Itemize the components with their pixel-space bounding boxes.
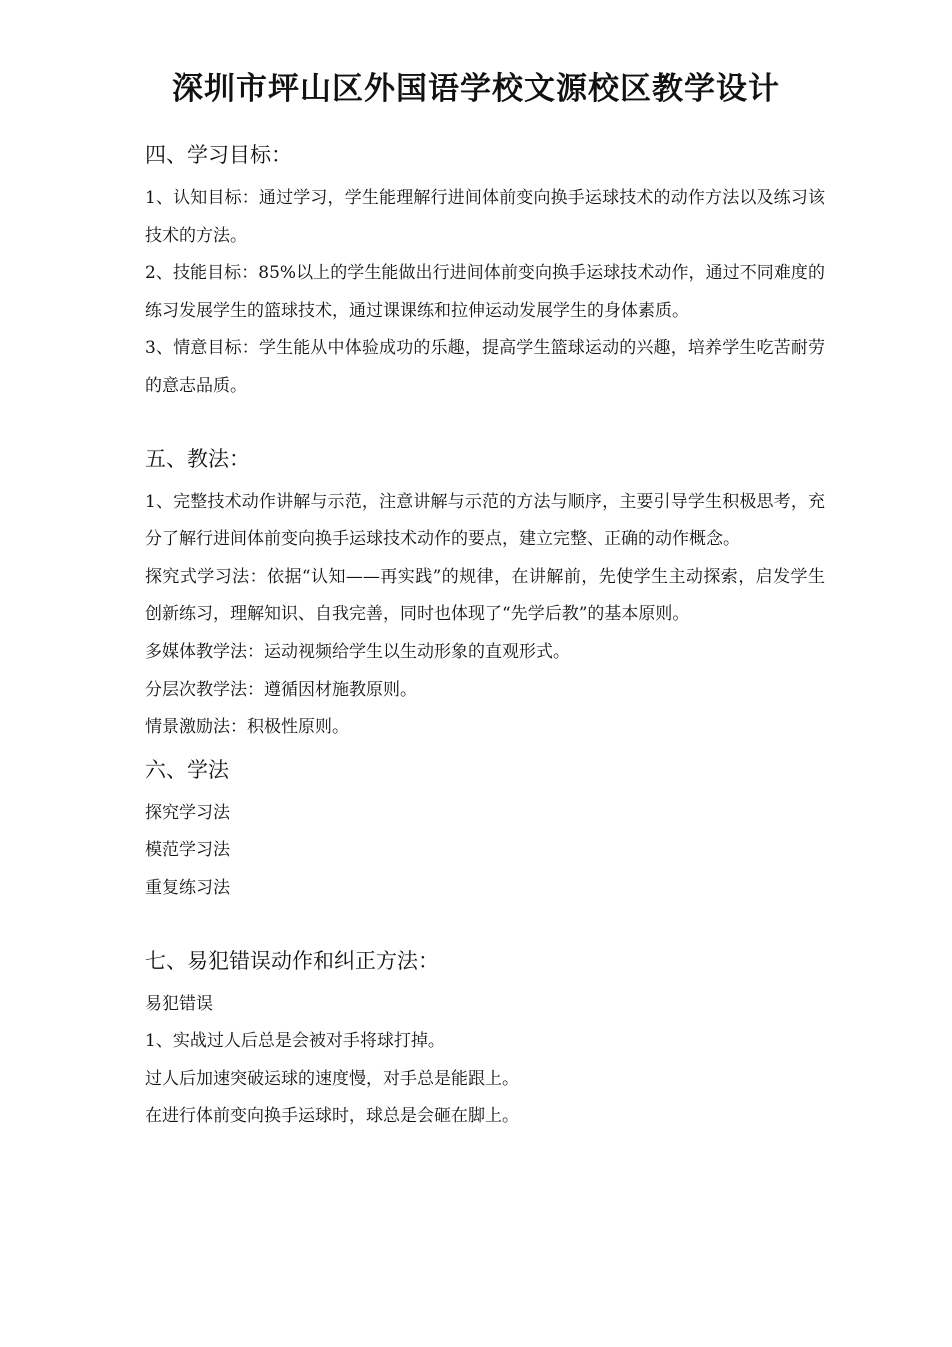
error-item: 1、实战过人后总是会被对手将球打掉。 [145,1031,445,1052]
document-title: 深圳市坪山区外国语学校文源校区教学设计 [172,71,780,107]
section-teaching-methods [145,440,825,747]
learning-method-item: 探究学习法 [145,802,230,823]
learning-method-item: 重复练习法 [145,877,230,898]
method-tiered: 分层次教学法：遵循因材施教原则。 [145,679,417,700]
section-learning-objectives [145,136,825,406]
section-heading: 七、易犯错误动作和纠正方法： [145,948,439,973]
method-inquiry: 探究式学习法：依据“认知——再实践”的规律，在讲解前，先使学生主动探索，启发学生创新练习，理解知识、自我完善，同时也体现了“先学后教”的基本原则。 [145,566,825,625]
method-multimedia: 多媒体教学法：运动视频给学生以生动形象的直观形式。 [145,641,570,662]
section-heading: 四、学习目标： [145,143,292,167]
objective-skill: 2、技能目标：85%以上的学生能做出行进间体前变向换手运球技术动作，通过不同难度的练习发展学生的篮球技术，通过课课练和拉伸运动发展学生的身体素质。 [145,263,825,321]
section-heading: 五、教法： [145,446,250,471]
document-body [145,136,825,1136]
section-learning-methods [145,751,825,908]
error-item: 过人后加速突破运球的速度慢，对手总是能跟上。 [145,1068,519,1089]
section-heading: 六、学法 [145,757,229,782]
subheading-common-errors: 易犯错误 [145,993,213,1014]
objective-cognitive: 1、认知目标：通过学习，学生能理解行进间体前变向换手运球技术的动作方法以及练习该技术的方法。 [145,188,825,246]
error-item: 在进行体前变向换手运球时，球总是会砸在脚上。 [145,1106,519,1127]
learning-method-item: 模范学习法 [145,840,230,861]
section-common-errors [145,942,825,1136]
method-motivation: 情景激励法：积极性原则。 [145,717,349,738]
objective-affective: 3、情意目标：学生能从中体验成功的乐趣，提高学生篮球运动的兴趣，培养学生吃苦耐劳的意志品质。 [145,338,825,396]
method-demonstration: 1、完整技术动作讲解与示范，注意讲解与示范的方法与顺序，主要引导学生积极思考，充分了解行进间体前变向换手运球技术动作的要点，建立完整、正确的动作概念。 [145,491,825,550]
